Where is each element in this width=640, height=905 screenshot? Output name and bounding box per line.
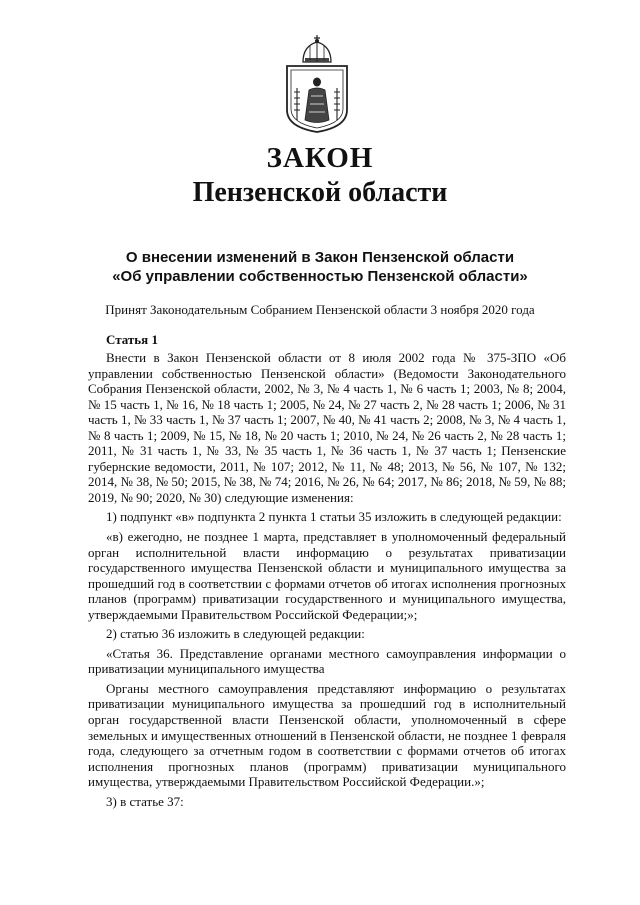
item-2-text: Органы местного самоуправления представляют информацию о результатах приватизации муниципального имущества за прошедший год в исполнительный орган государственной власти Пензенской области, уполномоченный в сфере земельных и имущественных отношений в Пензенской области, не позднее 1 февраля года, следующего за отчетным годом в соответствии с формами отчетов об итогах исполнения прогнозных планов (программ) приватизации муниципального имущества, утверждаемыми Правительством Российской Федерации.»; <box>88 680 566 790</box>
item-1-paragraph: 1) подпункт «в» подпункта 2 пункта 1 статьи 35 изложить в следующей редакции: <box>106 509 562 525</box>
article-intro-paragraph: Внести в Закон Пензенской области от 8 июля 2002 года № 375-ЗПО «Об управлении собственностью Пензенской области» (Ведомости Законодательного Собрания Пензенской области, 2002, № 3, № 4 часть 1, № 6 часть 1; 2003, № 8; 2004, № 15 часть 1, № 16, № 18 часть 1; 2005, № 24, № 27 часть 2, № 28 часть 1; 2006, № 31 часть 1, № 33 часть 1, № 37 часть 1; 2007, № 40, № 41 часть 2; 2008, № 3, № 4 часть 1, № 8 часть 1; 2009, № 15, № 18, № 20 часть 1; 2010, № 24, № 26 часть 2, № 28 часть 1; 2011, № 31 часть 1, № 33, № 35 часть 1, № 36 часть 1, № 37 часть 1; Пензенские губернские ведомости, 2011, № 107; 2012, № 11, № 48; 2013, № 56, № 107, № 132; 2014, № 38, № 50; 2015, № 38, № 74; 2016, № 26, № 64; 2017, № 86; 2018, № 59, № 88; 2019, № 90; 2020, № 30) следующие изменения: <box>88 350 566 505</box>
penza-oblast-coat-of-arms <box>281 32 353 134</box>
item-1-text: «в) ежегодно, не позднее 1 марта, представляет в уполномоченный федеральный орган исполнительной власти информацию о результатах приватизации государственного имущества Пензенской области и муниципального имущества за прошедший год в соответствии с формами отчетов об итогах исполнения прогнозных планов (программ) приватизации государственного и муниципального имущества, утверждаемыми Правительством Российской Федерации;»; <box>88 529 566 622</box>
document-title: ЗАКОН <box>266 142 374 174</box>
law-name-line-1: О внесении изменений в Закон Пензенской области <box>125 249 515 266</box>
article-heading: Статья 1 <box>106 332 158 347</box>
document-subtitle: Пензенской области <box>192 177 448 208</box>
item-2-heading: «Статья 36. Представление органами местного самоуправления информации о приватизации муниципального имущества <box>88 645 566 677</box>
law-name-line-2: «Об управлении собственностью Пензенской области» <box>112 268 528 285</box>
item-2-paragraph: 2) статью 36 изложить в следующей редакции: <box>106 626 365 642</box>
item-3-paragraph: 3) в статье 37: <box>106 793 184 809</box>
article-body <box>88 350 566 809</box>
adoption-note: Принят Законодательным Собранием Пензенской области 3 ноября 2020 года <box>105 302 535 317</box>
